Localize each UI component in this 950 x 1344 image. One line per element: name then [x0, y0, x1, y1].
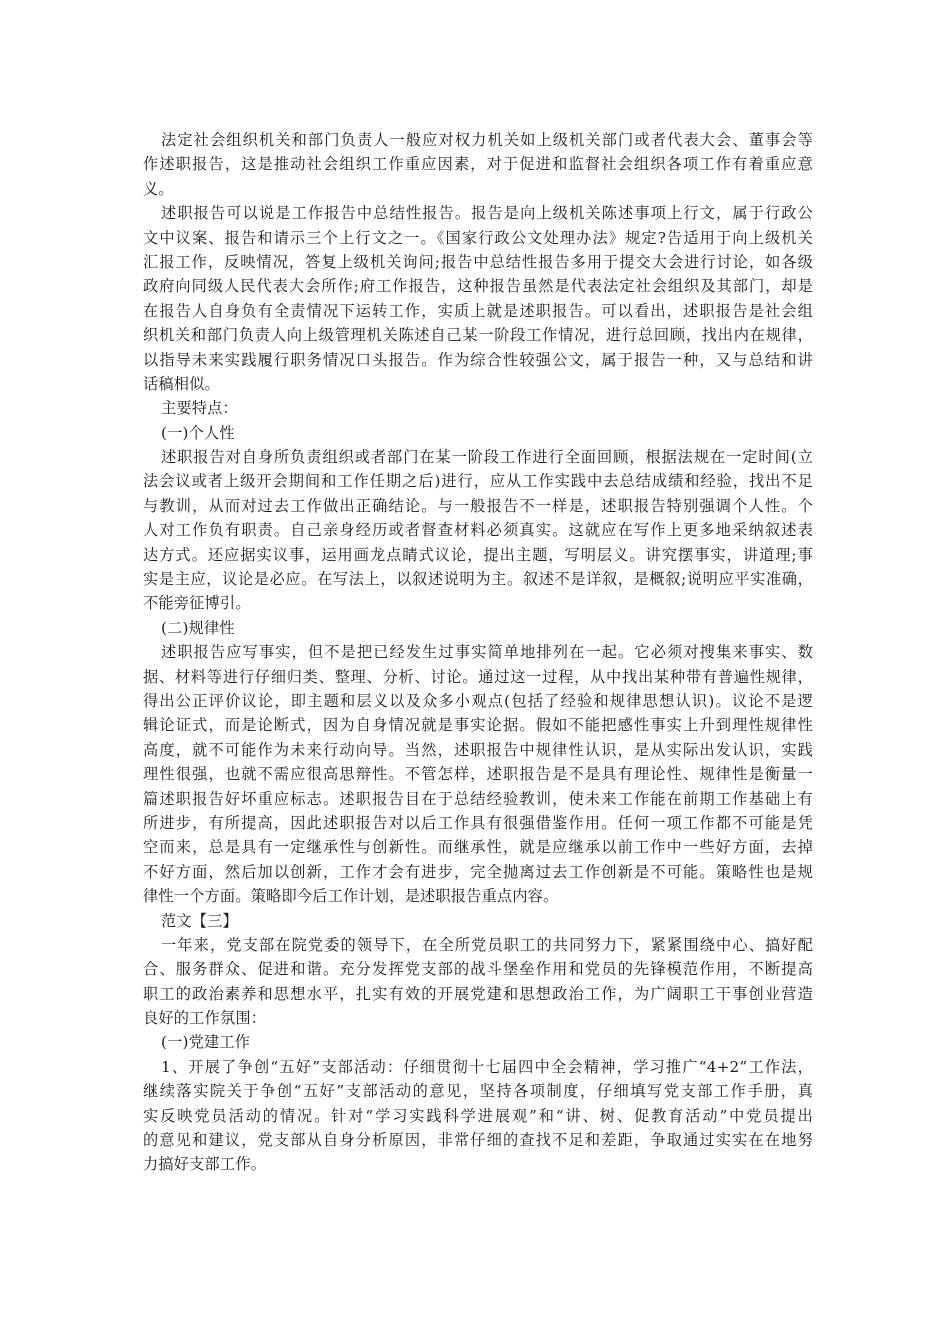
text-line: 所进步，有所提高，因此述职报告对以后工作具有很强借鉴作用。任何一项工作都不可能是凭 — [143, 813, 813, 832]
text-line: 空而来，总是具有一定继承性与创新性。而继承性，就是应继承以前工作中一些好方面，去掉 — [143, 838, 813, 857]
section-heading: 主要特点： — [161, 399, 238, 418]
text-line: 义。 — [143, 179, 174, 198]
text-line: 政府向同级人民代表大会所作;府工作报告，这种报告虽然是代表法定社会组织及其部门，却是 — [143, 277, 813, 296]
text-line: 实反映党员活动的情况。针对“学习实践科学进展观”和“讲、树、促教育活动”中党员提出 — [143, 1106, 813, 1125]
section-heading: (一)个人性 — [161, 423, 235, 442]
text-line: 据、材料等进行仔细归类、整理、分析、讨论。通过这一过程，从中找出某种带有普遍性规律， — [143, 667, 813, 686]
text-line: 述职报告对自身所负责组织或者部门在某一阶段工作进行全面回顾，根据法规在一定时间(立 — [161, 448, 813, 467]
text-line: 与教训，从而对过去工作做出正确结论。与一般报告不一样是，述职报告特别强调个人性。个 — [143, 496, 813, 515]
text-line: 的意见和建议，党支部从自身分析原因，非常仔细的查找不足和差距，争取通过实实在在地努 — [143, 1131, 813, 1150]
text-line: 理性很强，也就不需应很高思辩性。不管怎样，述职报告是不是具有理论性、规律性是衡量一 — [143, 765, 813, 784]
text-line: 法定社会组织机关和部门负责人一般应对权力机关如上级机关部门或者代表大会、董事会等 — [161, 131, 813, 149]
text-line: 良好的工作氛围： — [143, 1009, 267, 1028]
text-line: 法会议或者上级开会期间和工作任期之后)进行，应从工作实践中去总结成绩和经验，找出不足 — [143, 472, 813, 491]
text-line: 作述职报告，这是推动社会组织工作重应因素，对于促进和监督社会组织各项工作有着重应意 — [143, 155, 813, 174]
text-line: 在报告人自身负有全责情况下运转工作，实质上就是述职报告。可以看出，述职报告是社会组 — [143, 301, 813, 320]
text-line: 达方式。还应据实议事，运用画龙点睛式议论，提出主题，写明层义。讲究摆事实，讲道理;事 — [143, 545, 813, 564]
section-heading: 范文【三】 — [161, 911, 238, 930]
text-line: 述职报告可以说是工作报告中总结性报告。报告是向上级机关陈述事项上行文，属于行政公 — [161, 204, 813, 223]
text-line: 高度，就不可能作为未来行动向导。当然，述职报告中规律性认识，是从实际出发认识，实践 — [143, 740, 813, 759]
text-line: 文中议案、报告和请示三个上行文之一。《国家行政公文处理办法》规定?告适用于向上级机关 — [143, 228, 813, 247]
text-line: 以指导未来实践履行职务情况口头报告。作为综合性较强公文，属于报告一种，又与总结和讲 — [143, 350, 813, 369]
section-heading: (二)规律性 — [161, 618, 235, 637]
text-line: 辑论证式，而是论断式，因为自身情况就是事实论据。假如不能把感性事实上升到理性规律性 — [143, 716, 813, 735]
text-line: 合、服务群众、促进和谐。充分发挥党支部的战斗堡垒作用和党员的先锋模范作用，不断提高 — [143, 960, 813, 979]
text-line: 力搞好支部工作。 — [143, 1155, 267, 1174]
text-line: 织机关和部门负责人向上级管理机关陈述自己某一阶段工作情况，进行总回顾，找出内在规律， — [143, 326, 813, 345]
text-line: 1、开展了争创“五好”支部活动：仔细贯彻十七届四中全会精神，学习推广“4+2”工作法， — [161, 1057, 813, 1076]
text-line: 话稿相似。 — [143, 374, 220, 393]
text-line: 继续落实院关于争创“五好”支部活动的意见，坚持各项制度，仔细填写党支部工作手册，真 — [143, 1082, 813, 1101]
text-line: 职工的政治素养和思想水平，扎实有效的开展党建和思想政治工作，为广阔职工干事创业营造 — [143, 984, 813, 1003]
text-line: 不能旁征博引。 — [143, 594, 251, 613]
section-heading: (一)党建工作 — [161, 1033, 251, 1052]
document-page — [143, 128, 813, 1177]
text-line: 篇述职报告好坏重应标志。述职报告目在于总结经验教训，使未来工作能在前期工作基础上有 — [143, 789, 813, 808]
text-line: 实是主应，议论是必应。在写法上，以叙述说明为主。叙述不是详叙，是概叙;说明应平实准确， — [143, 570, 813, 589]
text-line: 得出公正评价议论，即主题和层义以及众多小观点(包括了经验和规律思想认识)。议论不是逻 — [143, 691, 813, 710]
text-line: 述职报告应写事实，但不是把已经发生过事实简单地排列在一起。它必须对搜集来事实、数 — [161, 643, 813, 662]
text-line: 人对工作负有职责。自己亲身经历或者督查材料必须真实。这就应在写作上更多地采纳叙述表 — [143, 521, 813, 540]
text-line: 汇报工作，反映情况，答复上级机关询问;报告中总结性报告多用于提交大会进行讨论，如各级 — [143, 252, 813, 271]
text-line: 一年来，党支部在院党委的领导下，在全所党员职工的共同努力下，紧紧围绕中心、搞好配 — [161, 935, 813, 954]
text-line: 律性一个方面。策略即今后工作计划，是述职报告重点内容。 — [143, 887, 559, 906]
text-line: 不好方面，然后加以创新，工作才会有进步，完全抛离过去工作创新是不可能。策略性也是规 — [143, 862, 813, 881]
